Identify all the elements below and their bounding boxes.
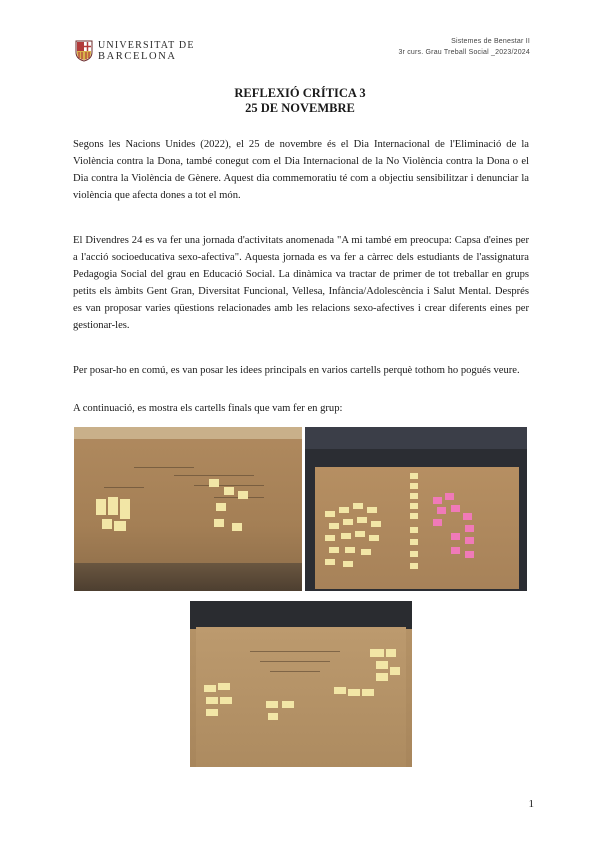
program-name: 3r curs. Grau Treball Social _2023/2024 [398,49,530,56]
paragraph-1: Segons les Nacions Unides (2022), el 25 de novembre és el Dia Internacional de l'Eliminació de la Violència contra la Dona, també conegut com el Dia Internacional de la No Violència contra la Dona o el Dia contra la Violència de Gènere. Aquest dia commemoratiu té com a objectiu sensibilitzar i denunciar la violència que afecta dones a tot el món. [73,139,529,201]
university-logo [75,40,195,62]
university-name-line1: UNIVERSITAT DE [98,40,195,51]
page-number: 1 [528,798,534,810]
course-name: Sistemes de Benestar II [451,38,530,45]
poster-photo-2 [305,427,527,591]
title-line2: 25 DE NOVEMBRE [245,101,355,115]
poster-photo-3 [190,601,412,767]
poster-photo-1 [74,427,302,591]
title-line1: REFLEXIÓ CRÍTICA 3 [234,86,366,100]
document-header [398,36,530,58]
paragraph-3: Per posar-ho en comú, es van posar les idees principals en varios cartells perquè tothom ho pogués veure. [73,365,520,376]
university-seal-icon [75,40,93,62]
university-name-line2: BARCELONA [98,51,177,62]
paragraph-4: A continuació, es mostra els cartells finals que vam fer en grup: [73,403,343,414]
document-title [0,86,600,116]
paragraph-2: El Divendres 24 es va fer una jornada d'activitats anomenada "A mi també em preocupa: Capsa d'eines per a l'acció socioeducativa sexo-afectiva". Aquesta jornada es va fer a càrrec dels estudiants de l'assignatura Pedagogia Social del grau en Educació Social. La dinàmica va tractar de primer de tot treballar en grups petits els àmbits Gent Gran, Diversitat Funcional, Vellesa, Infància/Adolescència i Salut Mental. Després es van proposar varies qüestions relacionades amb les relacions sexo-afectives i crear diferents eines per gestionar-les. [73,235,529,331]
